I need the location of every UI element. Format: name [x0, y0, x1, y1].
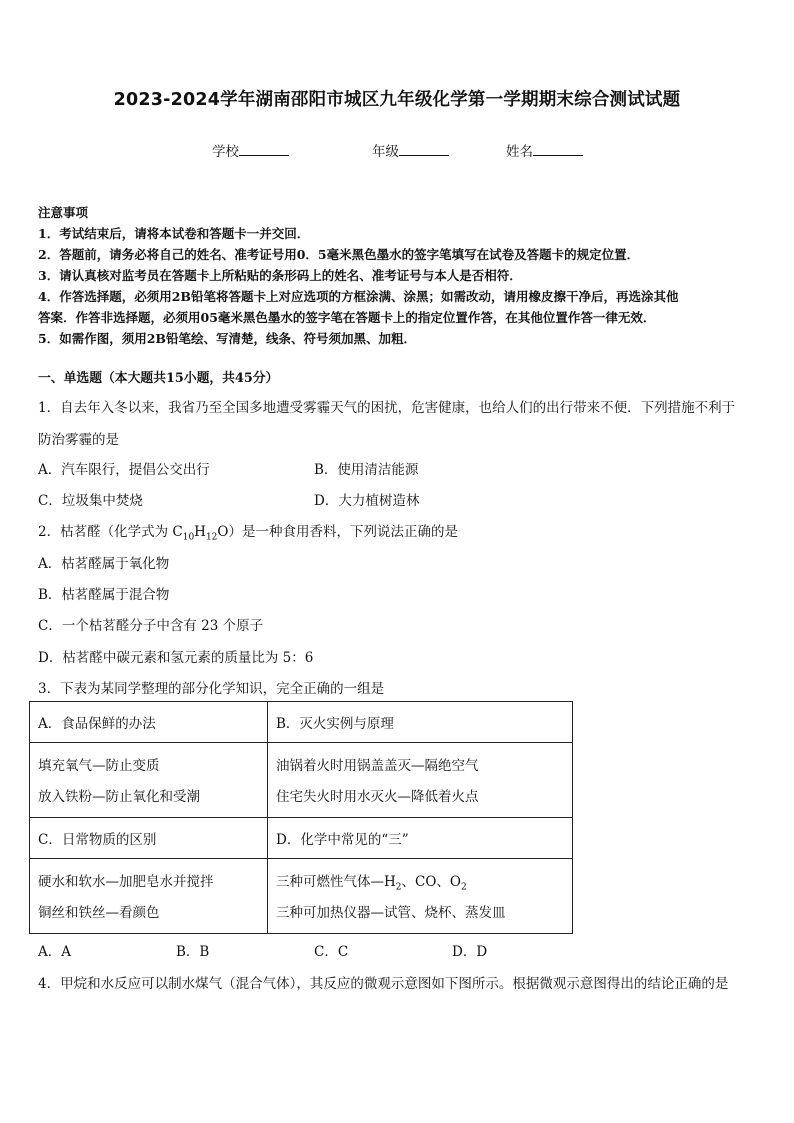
grade-field: [372, 140, 449, 160]
notice-item: 4．作答选择题，必须用2B铅笔将答题卡上对应选项的方框涂满、涂黑；如需改动，请用橡皮擦干净后，再选涂其他: [38, 289, 679, 304]
subscript: 12: [205, 532, 218, 543]
subscript: 10: [182, 532, 195, 543]
notice-item: 3．请认真核对监考员在答题卡上所粘贴的条形码上的姓名、准考证号与本人是否相符．: [38, 268, 522, 283]
notice-heading: 注意事项: [38, 205, 89, 220]
cell-c-head: C．日常物质的区别: [30, 818, 268, 859]
cell-b-head: B．灭火实例与原理: [268, 702, 573, 743]
q2-option-d: D．枯茗醛中碳元素和氢元素的质量比为 5：6: [38, 650, 314, 666]
grade-blank: [399, 143, 449, 156]
page-title: 2023-2024学年湖南邵阳市城区九年级化学第一学期期末综合测试试题: [113, 90, 681, 110]
notice-item: 1．考试结束后，请将本试卷和答题卡一并交回．: [38, 226, 310, 241]
cell-c-body: 硬水和软水—加肥皂水并搅拌 铜丝和铁丝—看颜色: [30, 859, 268, 934]
notice-item: 答案．作答非选择题，必须用05毫米黑色墨水的签字笔在答题卡上的指定位置作答，在其他位置作答一律无效．: [38, 310, 656, 325]
name-field: [506, 140, 583, 160]
section-heading: 一、单选题（本大题共15小题，共45分）: [38, 371, 279, 386]
school-label: 学校: [212, 144, 239, 160]
q2-option-b: B．枯茗醛属于混合物: [38, 587, 170, 603]
notice-item: 2．答题前，请务必将自己的姓名、准考证号用0．5毫米黑色墨水的签字笔填写在试卷及答题卡的规定位置．: [38, 247, 640, 262]
q1-option-a: A．汽车限行，提倡公交出行: [38, 462, 210, 478]
q2-option-c: C．一个枯茗醛分子中含有 23 个原子: [38, 618, 264, 634]
q3-option-b: B．B: [176, 944, 210, 960]
grade-label: 年级: [372, 144, 399, 160]
q1-option-c: C．垃圾集中焚烧: [38, 493, 143, 509]
notice-section: [38, 202, 758, 349]
q2-option-a: A．枯茗醛属于氧化物: [38, 556, 170, 572]
q1-option-b: B．使用清洁能源: [314, 462, 419, 478]
cell-d-body: 三种可燃性气体$—H_2$、CO、$O_2$ 三种可加热仪器—试管、烧杯、蒸发皿: [268, 859, 573, 934]
cell-a-head: A．食品保鲜的办法: [30, 702, 268, 743]
school-field: [212, 140, 289, 160]
question-2-stem: 2．枯茗醛（化学式为 $C_{10}H_{12}O$）是一种食用香料，下列说法正确的是: [38, 524, 458, 543]
question-3-stem: 3．下表为某同学整理的部分化学知识，完全正确的一组是: [38, 681, 385, 697]
q3-option-c: C．C: [314, 944, 349, 960]
school-blank: [239, 143, 289, 156]
q3-option-a: A．A: [38, 944, 71, 960]
cell-a-body: 填充氧气—防止变质 放入铁粉—防止氧化和受潮: [30, 743, 268, 818]
question-1-stem: 1．自去年入冬以来，我省乃至全国多地遭受雾霾天气的困扰，危害健康，也给人们的出行带来不便．下列措施不利于: [38, 400, 736, 416]
knowledge-table: [29, 701, 573, 934]
q3-option-d: D．D: [452, 944, 488, 960]
question-1-stem-cont: 防治雾霾的是: [38, 432, 119, 448]
question-4-stem: 4．甲烷和水反应可以制水煤气（混合气体），其反应的微观示意图如下图所示。根据微观示意图得出的结论正确的是: [38, 976, 729, 992]
name-label: 姓名: [506, 144, 533, 160]
notice-item: 5．如需作图，须用2B铅笔绘、写清楚，线条、符号须加黑、加粗．: [38, 331, 416, 346]
name-blank: [533, 143, 583, 156]
cell-b-body: 油锅着火时用锅盖盖灭—隔绝空气 住宅失火时用水灭火—降低着火点: [268, 743, 573, 818]
q1-option-d: D．大力植树造林: [314, 493, 420, 509]
cell-d-head: D．化学中常见的“三”: [268, 818, 573, 859]
